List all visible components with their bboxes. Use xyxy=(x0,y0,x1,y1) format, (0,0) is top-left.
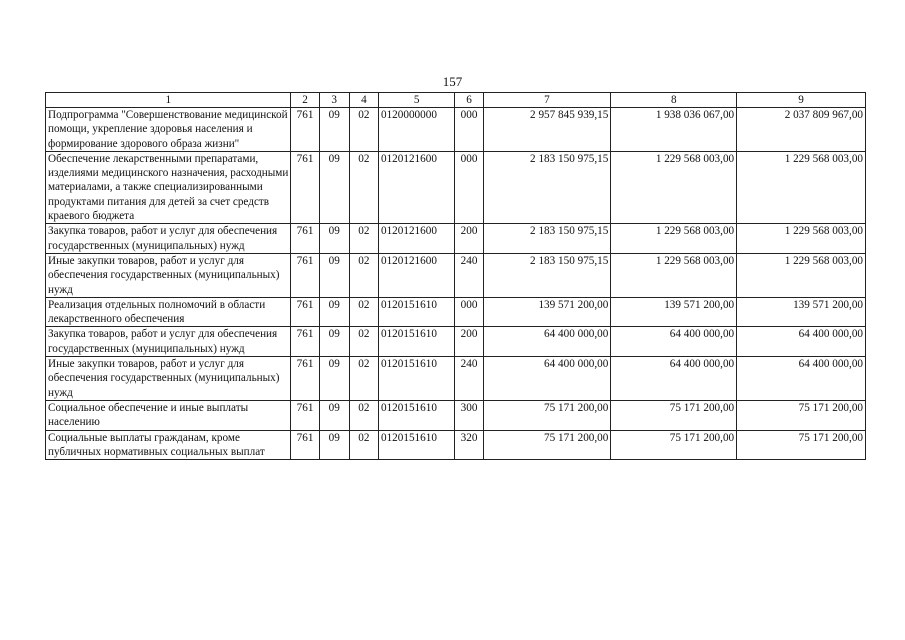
ministry-code-cell: 761 xyxy=(291,224,319,254)
section-code-cell: 09 xyxy=(319,400,349,430)
amount-col8-cell: 1 938 036 067,00 xyxy=(611,108,737,152)
ministry-code-cell: 761 xyxy=(291,327,319,357)
amount-col9-cell: 75 171 200,00 xyxy=(737,430,866,460)
subsection-code-cell: 02 xyxy=(349,357,378,401)
ministry-code-cell: 761 xyxy=(291,400,319,430)
amount-col8-cell: 139 571 200,00 xyxy=(611,297,737,327)
table-row xyxy=(46,400,866,430)
subsection-code-cell: 02 xyxy=(349,327,378,357)
row-name-cell: Закупка товаров, работ и услуг для обеспечения государственных (муниципальных) нужд xyxy=(46,327,291,357)
row-name-cell: Иные закупки товаров, работ и услуг для обеспечения государственных (муниципальных) нужд xyxy=(46,357,291,401)
column-header: 3 xyxy=(319,93,349,108)
row-name-cell: Социальные выплаты гражданам, кроме публичных нормативных социальных выплат xyxy=(46,430,291,460)
table-body xyxy=(46,108,866,460)
section-code-cell: 09 xyxy=(319,327,349,357)
row-name-cell: Обеспечение лекарственными препаратами, изделиями медицинского назначения, расходными материалами, а также специализированными продуктами питания для детей за счет средств краевого бюджета xyxy=(46,151,291,223)
amount-col9-cell: 1 229 568 003,00 xyxy=(737,151,866,223)
expense-type-cell: 300 xyxy=(455,400,483,430)
subsection-code-cell: 02 xyxy=(349,430,378,460)
amount-col8-cell: 1 229 568 003,00 xyxy=(611,151,737,223)
amount-col7-cell: 2 957 845 939,15 xyxy=(483,108,611,152)
amount-col9-cell: 2 037 809 967,00 xyxy=(737,108,866,152)
target-article-cell: 0120151610 xyxy=(378,430,454,460)
row-name-cell: Иные закупки товаров, работ и услуг для обеспечения государственных (муниципальных) нужд xyxy=(46,253,291,297)
target-article-cell: 0120151610 xyxy=(378,400,454,430)
amount-col7-cell: 64 400 000,00 xyxy=(483,327,611,357)
amount-col8-cell: 64 400 000,00 xyxy=(611,357,737,401)
page-number: 157 xyxy=(442,74,463,89)
expense-type-cell: 240 xyxy=(455,253,483,297)
amount-col9-cell: 64 400 000,00 xyxy=(737,327,866,357)
column-header: 9 xyxy=(737,93,866,108)
amount-col8-cell: 1 229 568 003,00 xyxy=(611,224,737,254)
expense-type-cell: 000 xyxy=(455,151,483,223)
column-header: 5 xyxy=(378,93,454,108)
ministry-code-cell: 761 xyxy=(291,357,319,401)
table-row xyxy=(46,151,866,223)
amount-col7-cell: 2 183 150 975,15 xyxy=(483,224,611,254)
amount-col9-cell: 139 571 200,00 xyxy=(737,297,866,327)
expense-type-cell: 320 xyxy=(455,430,483,460)
row-name-cell: Реализация отдельных полномочий в области лекарственного обеспечения xyxy=(46,297,291,327)
subsection-code-cell: 02 xyxy=(349,253,378,297)
column-header: 2 xyxy=(291,93,319,108)
table-row xyxy=(46,253,866,297)
section-code-cell: 09 xyxy=(319,224,349,254)
row-name-cell: Социальное обеспечение и иные выплаты населению xyxy=(46,400,291,430)
target-article-cell: 0120121600 xyxy=(378,253,454,297)
amount-col7-cell: 2 183 150 975,15 xyxy=(483,253,611,297)
amount-col8-cell: 75 171 200,00 xyxy=(611,430,737,460)
column-header: 1 xyxy=(46,93,291,108)
column-header: 8 xyxy=(611,93,737,108)
amount-col7-cell: 75 171 200,00 xyxy=(483,430,611,460)
expense-type-cell: 240 xyxy=(455,357,483,401)
amount-col9-cell: 75 171 200,00 xyxy=(737,400,866,430)
amount-col7-cell: 2 183 150 975,15 xyxy=(483,151,611,223)
budget-table xyxy=(45,92,866,460)
row-name-cell: Подпрограмма "Совершенствование медицинской помощи, укрепление здоровья населения и формирование здорового образа жизни" xyxy=(46,108,291,152)
section-code-cell: 09 xyxy=(319,151,349,223)
section-code-cell: 09 xyxy=(319,357,349,401)
amount-col9-cell: 1 229 568 003,00 xyxy=(737,224,866,254)
amount-col8-cell: 1 229 568 003,00 xyxy=(611,253,737,297)
expense-type-cell: 000 xyxy=(455,297,483,327)
subsection-code-cell: 02 xyxy=(349,297,378,327)
amount-col9-cell: 64 400 000,00 xyxy=(737,357,866,401)
amount-col7-cell: 139 571 200,00 xyxy=(483,297,611,327)
section-code-cell: 09 xyxy=(319,430,349,460)
target-article-cell: 0120000000 xyxy=(378,108,454,152)
ministry-code-cell: 761 xyxy=(291,151,319,223)
table-row xyxy=(46,327,866,357)
ministry-code-cell: 761 xyxy=(291,430,319,460)
subsection-code-cell: 02 xyxy=(349,400,378,430)
column-header: 7 xyxy=(483,93,611,108)
subsection-code-cell: 02 xyxy=(349,151,378,223)
table-row xyxy=(46,430,866,460)
row-name-cell: Закупка товаров, работ и услуг для обеспечения государственных (муниципальных) нужд xyxy=(46,224,291,254)
section-code-cell: 09 xyxy=(319,108,349,152)
target-article-cell: 0120151610 xyxy=(378,327,454,357)
section-code-cell: 09 xyxy=(319,253,349,297)
ministry-code-cell: 761 xyxy=(291,253,319,297)
subsection-code-cell: 02 xyxy=(349,224,378,254)
expense-type-cell: 200 xyxy=(455,224,483,254)
column-header: 6 xyxy=(455,93,483,108)
amount-col8-cell: 64 400 000,00 xyxy=(611,327,737,357)
target-article-cell: 0120121600 xyxy=(378,224,454,254)
table-row xyxy=(46,297,866,327)
table-header xyxy=(46,93,866,108)
ministry-code-cell: 761 xyxy=(291,297,319,327)
amount-col8-cell: 75 171 200,00 xyxy=(611,400,737,430)
target-article-cell: 0120151610 xyxy=(378,357,454,401)
ministry-code-cell: 761 xyxy=(291,108,319,152)
header-row xyxy=(46,93,866,108)
table-row xyxy=(46,224,866,254)
amount-col9-cell: 1 229 568 003,00 xyxy=(737,253,866,297)
expense-type-cell: 200 xyxy=(455,327,483,357)
column-header: 4 xyxy=(349,93,378,108)
target-article-cell: 0120151610 xyxy=(378,297,454,327)
target-article-cell: 0120121600 xyxy=(378,151,454,223)
expense-type-cell: 000 xyxy=(455,108,483,152)
amount-col7-cell: 75 171 200,00 xyxy=(483,400,611,430)
amount-col7-cell: 64 400 000,00 xyxy=(483,357,611,401)
subsection-code-cell: 02 xyxy=(349,108,378,152)
table-row xyxy=(46,357,866,401)
table-row xyxy=(46,108,866,152)
section-code-cell: 09 xyxy=(319,297,349,327)
